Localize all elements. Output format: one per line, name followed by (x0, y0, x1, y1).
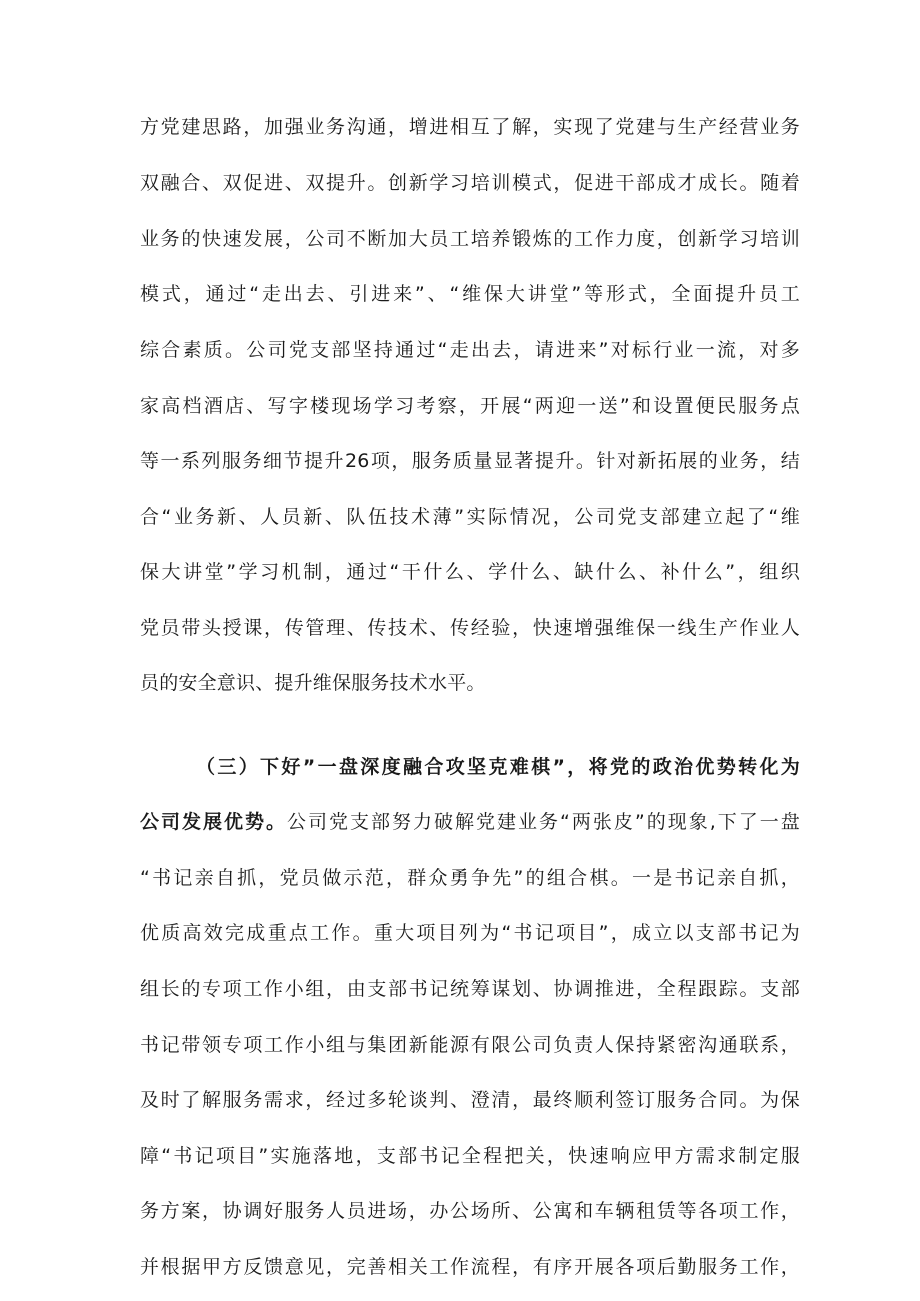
paragraph-2-text: 公司党支部努力破解党建业务“两张皮”的现象,下了一盘 (287, 811, 800, 833)
paragraph-2-line: 优质高效完成重点工作。重大项目列为“书记项目”，成立以支部书记为 (140, 922, 800, 944)
paragraph-1-line: 党员带头授课，传管理、传技术、传经验，快速增强维保一线生产作业人 (140, 617, 800, 639)
paragraph-1-line: 合“业务新、人员新、队伍技术薄”实际情况，公司党支部建立起了“维 (140, 506, 800, 528)
paragraph-1-line: 员的安全意识、提升维保服务技术水平。 (140, 672, 486, 694)
paragraph-1-line: 模式，通过“走出去、引进来”、“维保大讲堂”等形式，全面提升员工 (140, 283, 800, 305)
paragraph-1-line: 等一系列服务细节提升26项，服务质量显著提升。针对新拓展的业务，结 (140, 450, 800, 472)
paragraph-1-line: 业务的快速发展，公司不断加大员工培养锻炼的工作力度，创新学习培训 (140, 228, 800, 250)
paragraph-2-line (140, 807, 800, 837)
paragraph-1-line: 家高档酒店、写字楼现场学习考察，开展“两迎一送”和设置便民服务点 (140, 395, 800, 417)
paragraph-1-line: 保大讲堂”学习机制，通过“干什么、学什么、缺什么、补什么”，组织 (140, 561, 800, 583)
paragraph-2-line: 障“书记项目”实施落地，支部书记全程把关，快速响应甲方需求制定服 (140, 1145, 800, 1167)
paragraph-1-line: 综合素质。公司党支部坚持通过“走出去，请进来”对标行业一流，对多 (140, 339, 800, 361)
section-heading: （三）下好”一盘深度融合攻坚克难棋”，将党的政治优势转化为 (196, 756, 800, 778)
paragraph-1-line: 方党建思路，加强业务沟通，增进相互了解，实现了党建与生产经营业务 (140, 116, 800, 138)
paragraph-2-line: 及时了解服务需求，经过多轮谈判、澄清，最终顺利签订服务合同。为保 (140, 1089, 800, 1111)
paragraph-1-line: 双融合、双促进、双提升。创新学习培训模式，促进干部成才成长。随着 (140, 172, 800, 194)
paragraph-2-line: 务方案，协调好服务人员进场，办公场所、公寓和车辆租赁等各项工作， (140, 1200, 800, 1222)
paragraph-2-line: 组长的专项工作小组，由支部书记统筹谋划、协调推进，全程跟踪。支部 (140, 978, 800, 1000)
paragraph-2-line: 书记带领专项工作小组与集团新能源有限公司负责人保持紧密沟通联系， (140, 1034, 800, 1056)
paragraph-2-line: “书记亲自抓，党员做示范，群众勇争先”的组合棋。一是书记亲自抓， (140, 867, 800, 889)
section-heading-end: 公司发展优势。 (140, 811, 288, 833)
paragraph-2-line: 并根据甲方反馈意见，完善相关工作流程，有序开展各项后勤服务工作， (140, 1256, 800, 1278)
